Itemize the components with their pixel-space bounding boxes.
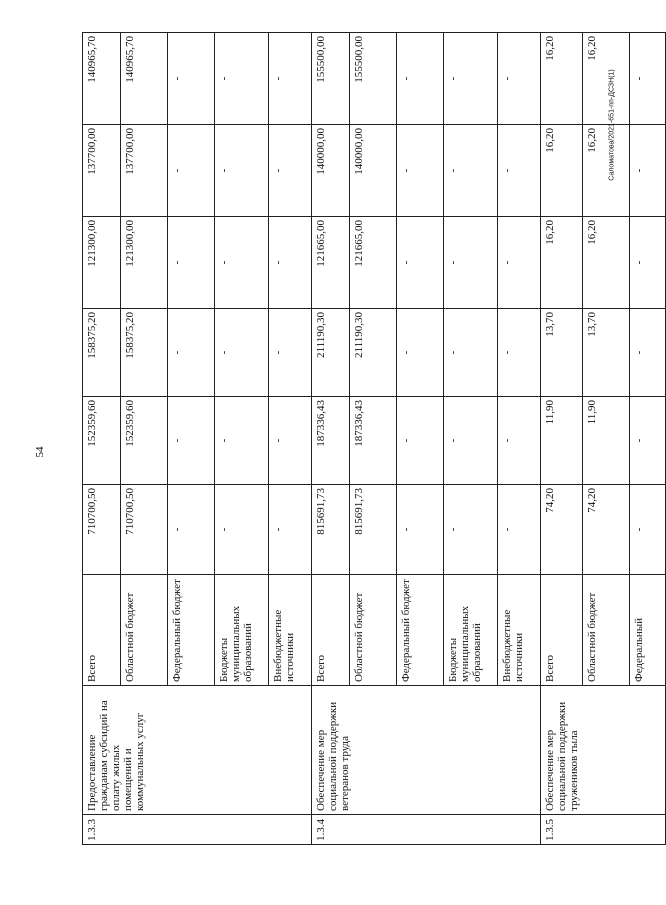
- amount-cell: 710700,50: [121, 485, 168, 575]
- amount-cell: -: [269, 309, 312, 397]
- funding-source: Федеральный бюджет: [168, 575, 215, 686]
- amount-cell: -: [397, 125, 444, 217]
- amount-cell: -: [168, 125, 215, 217]
- amount-cell: -: [168, 33, 215, 125]
- amount-cell: 16,20: [583, 33, 630, 125]
- row-code: 1.3.4: [312, 815, 541, 845]
- amount-cell: -: [498, 485, 541, 575]
- table-row: [83, 33, 121, 845]
- funding-source: Областной бюджет: [350, 575, 397, 686]
- measure-name: Предоставление гражданам субсидий на оплату жилых помещений и коммунальных услуг: [83, 686, 312, 815]
- amount-cell: 74,20: [541, 485, 583, 575]
- funding-source: Внебюджетные источники: [498, 575, 541, 686]
- amount-cell: 211190,30: [312, 309, 350, 397]
- row-code: 1.3.3: [83, 815, 312, 845]
- budget-table: [82, 32, 666, 845]
- page-number: 54: [34, 446, 46, 458]
- measure-name: Обеспечение мер социальной поддержки тружеников тыла: [541, 686, 666, 815]
- amount-cell: 158375,20: [121, 309, 168, 397]
- amount-cell: -: [444, 33, 498, 125]
- amount-cell: 11,90: [583, 397, 630, 485]
- amount-cell: 121300,00: [83, 217, 121, 309]
- funding-source: Федеральный: [630, 575, 666, 686]
- amount-cell: -: [444, 485, 498, 575]
- table-row: [541, 33, 583, 845]
- funding-source: Всего: [83, 575, 121, 686]
- funding-source: Всего: [541, 575, 583, 686]
- row-code: 1.3.5: [541, 815, 666, 845]
- amount-cell: 16,20: [583, 217, 630, 309]
- amount-cell: 13,70: [541, 309, 583, 397]
- amount-cell: -: [498, 397, 541, 485]
- amount-cell: 16,20: [541, 125, 583, 217]
- amount-cell: 16,20: [541, 217, 583, 309]
- funding-source: Внебюджетные источники: [269, 575, 312, 686]
- amount-cell: 16,20: [541, 33, 583, 125]
- amount-cell: -: [397, 397, 444, 485]
- funding-source: Областной бюджет: [121, 575, 168, 686]
- amount-cell: 815691,73: [350, 485, 397, 575]
- amount-cell: 140000,00: [312, 125, 350, 217]
- amount-cell: 13,70: [583, 309, 630, 397]
- amount-cell: 187336,43: [350, 397, 397, 485]
- amount-cell: -: [397, 485, 444, 575]
- document-stamp: Саломатова/2021-651-пп-ДСЗН(1): [608, 69, 616, 181]
- amount-cell: -: [168, 309, 215, 397]
- table-body: [83, 33, 666, 845]
- amount-cell: 155500,00: [312, 33, 350, 125]
- amount-cell: -: [269, 125, 312, 217]
- amount-cell: 121300,00: [121, 217, 168, 309]
- amount-cell: -: [498, 217, 541, 309]
- amount-cell: 155500,00: [350, 33, 397, 125]
- amount-cell: -: [498, 309, 541, 397]
- amount-cell: 137700,00: [83, 125, 121, 217]
- amount-cell: -: [215, 33, 269, 125]
- amount-cell: 211190,30: [350, 309, 397, 397]
- funding-source: Федеральный бюджет: [397, 575, 444, 686]
- amount-cell: -: [168, 217, 215, 309]
- amount-cell: -: [168, 485, 215, 575]
- amount-cell: -: [269, 33, 312, 125]
- amount-cell: -: [630, 125, 666, 217]
- amount-cell: -: [215, 125, 269, 217]
- amount-cell: -: [444, 309, 498, 397]
- amount-cell: -: [215, 485, 269, 575]
- amount-cell: -: [630, 33, 666, 125]
- amount-cell: -: [630, 217, 666, 309]
- amount-cell: 152359,60: [83, 397, 121, 485]
- amount-cell: -: [444, 217, 498, 309]
- amount-cell: 16,20: [583, 125, 630, 217]
- funding-source: Всего: [312, 575, 350, 686]
- amount-cell: 187336,43: [312, 397, 350, 485]
- amount-cell: -: [168, 397, 215, 485]
- amount-cell: 140965,70: [83, 33, 121, 125]
- amount-cell: -: [215, 217, 269, 309]
- amount-cell: 11,90: [541, 397, 583, 485]
- amount-cell: 140000,00: [350, 125, 397, 217]
- amount-cell: 158375,20: [83, 309, 121, 397]
- amount-cell: -: [215, 397, 269, 485]
- amount-cell: 121665,00: [350, 217, 397, 309]
- funding-source: Бюджеты муниципальных образований: [444, 575, 498, 686]
- amount-cell: -: [269, 217, 312, 309]
- amount-cell: -: [444, 397, 498, 485]
- amount-cell: 137700,00: [121, 125, 168, 217]
- amount-cell: -: [630, 397, 666, 485]
- amount-cell: 121665,00: [312, 217, 350, 309]
- amount-cell: -: [215, 309, 269, 397]
- table-row: [312, 33, 350, 845]
- amount-cell: -: [397, 33, 444, 125]
- amount-cell: -: [498, 33, 541, 125]
- amount-cell: -: [630, 309, 666, 397]
- funding-source: Бюджеты муниципальных образований: [215, 575, 269, 686]
- amount-cell: 140965,70: [121, 33, 168, 125]
- amount-cell: 152359,60: [121, 397, 168, 485]
- amount-cell: -: [630, 485, 666, 575]
- amount-cell: 74,20: [583, 485, 630, 575]
- amount-cell: -: [269, 485, 312, 575]
- measure-name: Обеспечение мер социальной поддержки ветеранов труда: [312, 686, 541, 815]
- amount-cell: 815691,73: [312, 485, 350, 575]
- amount-cell: -: [397, 217, 444, 309]
- funding-source: Областной бюджет: [583, 575, 630, 686]
- amount-cell: 710700,50: [83, 485, 121, 575]
- amount-cell: -: [397, 309, 444, 397]
- amount-cell: -: [498, 125, 541, 217]
- amount-cell: -: [269, 397, 312, 485]
- amount-cell: -: [444, 125, 498, 217]
